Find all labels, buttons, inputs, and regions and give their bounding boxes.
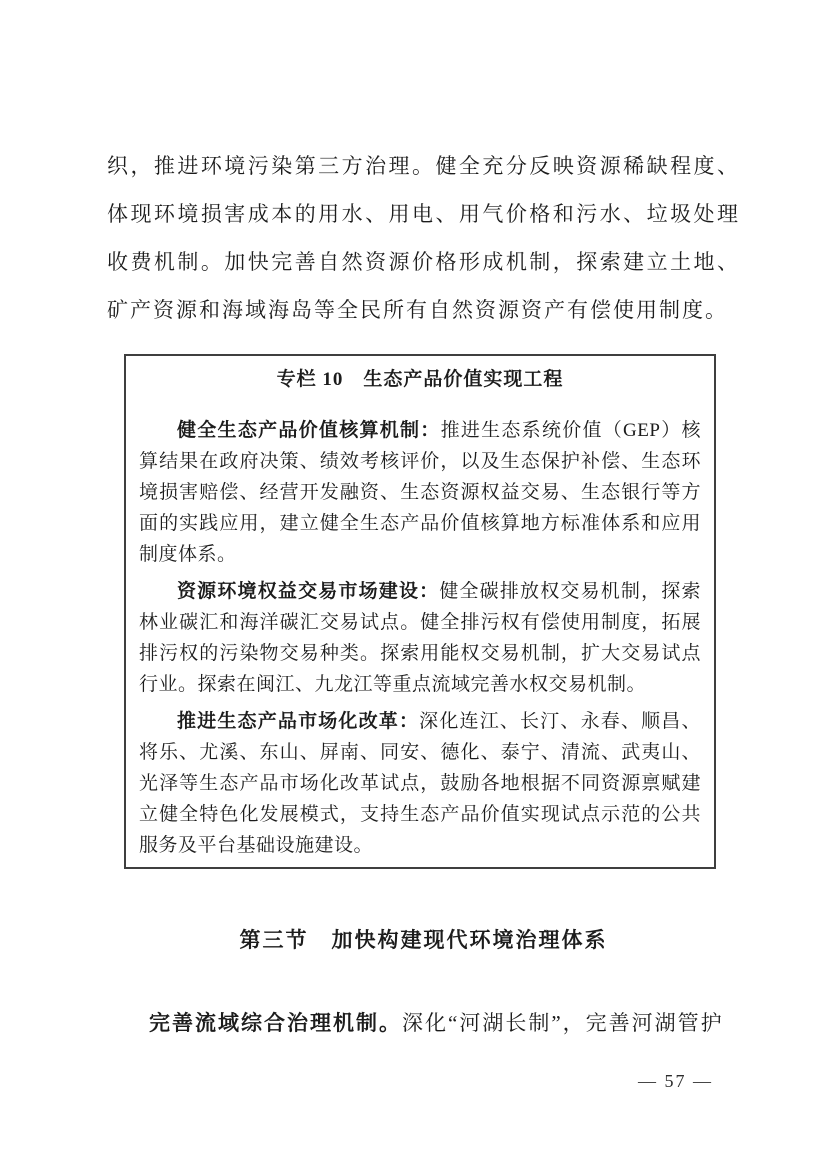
box-paragraph-lead: 资源环境权益交易市场建设： (177, 581, 440, 602)
opening-paragraph: 织，推进环境污染第三方治理。健全充分反映资源稀缺程度、体现环境损害成本的用水、用电、用气价格和污水、垃圾处理收费机制。加快完善自然资源价格形成机制，探索建立土地、矿产资源和海域海岛等全民所有自然资源资产有偿使用制度。 (107, 154, 740, 322)
box-paragraph (139, 706, 701, 861)
page-content (107, 142, 740, 1047)
box-paragraph-lead: 健全生态产品价值核算机制： (177, 420, 441, 441)
box-paragraph (139, 576, 701, 700)
box-paragraph (139, 415, 701, 570)
page-number: — 57 — (638, 1071, 713, 1091)
box-paragraph-text: 健全碳排放权交易机制，探索林业碳汇和海洋碳汇交易试点。健全排污权有偿使用制度，拓展排污权的污染物交易种类。探索用能权交易机制，扩大交易试点行业。探索在闽江、九龙江等重点流域完善水权交易机制。 (139, 581, 701, 695)
closing-paragraph-lead: 完善流域综合治理机制。 (149, 1011, 402, 1035)
closing-paragraph-text: 深化“河湖长制”，完善河湖管护 (402, 1011, 724, 1035)
box-paragraph-text: 深化连江、长汀、永春、顺昌、将乐、尤溪、东山、屏南、同安、德化、泰宁、清流、武夷山、光泽等生态产品市场化改革试点，鼓励各地根据不同资源禀赋建立健全特色化发展模式，支持生态产品价值实现试点示范的公共服务及平台基础设施建设。 (139, 711, 701, 856)
closing-paragraph (107, 999, 740, 1047)
section-heading: 第三节 加快构建现代环境治理体系 (239, 928, 608, 952)
box-paragraph-text: 推进生态系统价值（GEP）核算结果在政府决策、绩效考核评价，以及生态保护补偿、生态环境损害赔偿、经营开发融资、生态资源权益交易、生态银行等方面的实践应用，建立健全生态产品价值核算地方标准体系和应用制度体系。 (139, 420, 701, 565)
box-paragraph-lead: 推进生态产品市场化改革： (177, 711, 420, 732)
feature-box-title: 专栏 10 生态产品价值实现工程 (276, 369, 564, 390)
feature-box (124, 354, 716, 869)
